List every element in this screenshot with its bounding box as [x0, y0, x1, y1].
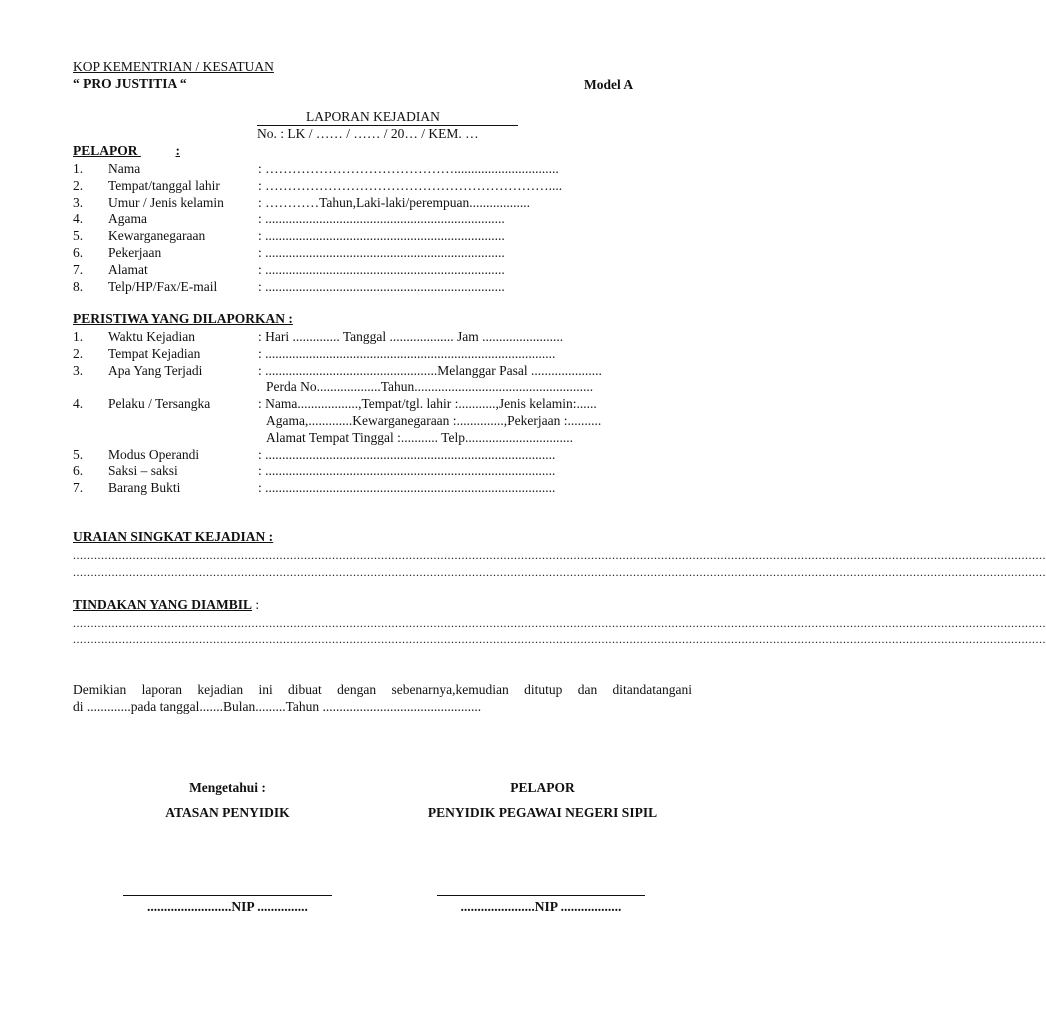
right-signature-title1: PELAPOR	[510, 780, 575, 795]
closing-paragraph	[73, 681, 692, 715]
peristiwa-row-number: 4.	[73, 396, 84, 412]
peristiwa-row-label: Waktu Kejadian	[108, 329, 196, 344]
peristiwa-heading: PERISTIWA YANG DILAPORKAN :	[73, 311, 293, 326]
tindakan-line-2: ......................................................................................................................................................................................................................................................................................	[73, 632, 1046, 646]
peristiwa-row-value: Perda No...................Tahun.....................................................	[266, 379, 594, 395]
peristiwa-row-value: Alamat Tempat Tinggal :........... Telp................................	[266, 429, 573, 445]
peristiwa-row-value: : ...................................................Melanggar Pasal .....................	[258, 362, 602, 378]
tindakan-heading-colon: :	[252, 597, 260, 612]
pelapor-row-label: Pekerjaan	[108, 245, 162, 260]
peristiwa-row-value: : Hari .............. Tanggal ................... Jam ........................	[258, 329, 564, 344]
peristiwa-row-label: Modus Operandi	[108, 446, 200, 462]
pelapor-row-number: 5.	[73, 228, 84, 244]
pelapor-row-value: : ………………………………………………………....	[258, 177, 563, 193]
peristiwa-row-number: 1.	[73, 329, 84, 344]
right-signature-nip: ......................NIP ..................	[460, 899, 622, 914]
peristiwa-row-number: 6.	[73, 463, 84, 479]
pelapor-row-number: 1.	[73, 161, 84, 176]
pelapor-row-value: : .......................................................................	[258, 245, 505, 260]
pelapor-row-label: Telp/HP/Fax/E-mail	[108, 278, 218, 294]
peristiwa-row-label: Barang Bukti	[108, 480, 181, 496]
peristiwa-row-number: 3.	[73, 362, 84, 378]
pelapor-row-number: 8.	[73, 278, 84, 294]
pelapor-row-number: 6.	[73, 245, 84, 260]
tindakan-line-1: ......................................................................................................................................................................................................................................................................................	[73, 616, 1046, 630]
pelapor-heading-colon: :	[175, 143, 181, 158]
agency-letterhead: KOP KEMENTRIAN / KESATUAN	[73, 59, 274, 74]
peristiwa-row-label: Tempat Kejadian	[108, 345, 201, 361]
pelapor-row-label: Tempat/tanggal lahir	[108, 177, 220, 193]
tindakan-heading-text: TINDAKAN YANG DIAMBIL	[73, 597, 253, 612]
peristiwa-row-number: 7.	[73, 480, 84, 496]
closing-line-2: di .............pada tanggal.......Bulan.........Tahun ...............................................	[73, 699, 482, 714]
model-label: Model A	[584, 77, 634, 92]
pelapor-row-number: 2.	[73, 177, 84, 193]
peristiwa-row-value: : ......................................................................................	[258, 463, 556, 479]
pelapor-row-value: : .......................................................................	[258, 228, 505, 244]
uraian-line-2: ......................................................................................................................................................................................................................................................................................	[73, 565, 1046, 579]
peristiwa-row-label: Pelaku / Tersangka	[108, 396, 211, 412]
pelapor-row-value: : .......................................................................	[258, 261, 505, 277]
peristiwa-row-number: 5.	[73, 446, 84, 462]
uraian-line-1: ......................................................................................................................................................................................................................................................................................	[73, 548, 1046, 562]
peristiwa-row-label: Saksi – saksi	[108, 463, 178, 479]
left-signature-nip: .........................NIP ...............	[147, 899, 308, 914]
pelapor-row-label: Agama	[108, 211, 147, 227]
peristiwa-row-number: 2.	[73, 345, 84, 361]
tindakan-heading	[73, 597, 259, 613]
pelapor-row-number: 3.	[73, 194, 84, 210]
pelapor-row-label: Nama	[108, 161, 141, 176]
report-number: No. : LK / …… / …… / 20… / KEM. …	[257, 126, 479, 141]
closing-line-1: Demikian laporan kejadian ini dibuat dengan sebenarnya,kemudian ditutup dan ditandatangani	[73, 682, 692, 697]
left-signature-title2: ATASAN PENYIDIK	[165, 805, 290, 820]
left-signature-line	[123, 895, 332, 896]
pelapor-row-value: : .......................................................................	[258, 278, 505, 294]
peristiwa-row-value: : ......................................................................................	[258, 446, 556, 462]
right-signature-line	[437, 895, 645, 896]
pelapor-row-number: 7.	[73, 261, 84, 277]
document-title: LAPORAN KEJADIAN	[306, 109, 440, 124]
pelapor-heading-underline	[138, 143, 176, 159]
pelapor-row-value: : ……………………………………...............................	[258, 161, 559, 176]
peristiwa-row-value: Agama,.............Kewarganegaraan :..............,Pekerjaan :..........	[266, 413, 602, 428]
pelapor-row-value: : …………Tahun,Laki-laki/perempuan..................	[258, 194, 530, 210]
pelapor-row-number: 4.	[73, 211, 84, 227]
peristiwa-row-value: : Nama..................,Tempat/tgl. lahir :...........,Jenis kelamin:......	[258, 396, 597, 412]
pelapor-row-label: Umur / Jenis kelamin	[108, 194, 224, 210]
peristiwa-row-value: : ......................................................................................	[258, 480, 556, 496]
right-signature-title2: PENYIDIK PEGAWAI NEGERI SIPIL	[427, 805, 658, 820]
peristiwa-row-label: Apa Yang Terjadi	[108, 362, 203, 378]
pelapor-heading-text: PELAPOR	[73, 143, 138, 158]
uraian-heading: URAIAN SINGKAT KEJADIAN :	[73, 529, 274, 544]
pelapor-heading	[73, 143, 180, 159]
pelapor-row-value: : .......................................................................	[258, 211, 505, 227]
pelapor-row-label: Kewarganegaraan	[108, 228, 206, 244]
left-signature-title1: Mengetahui :	[189, 780, 266, 795]
pro-justitia-label: “ PRO JUSTITIA “	[73, 76, 187, 91]
pelapor-row-label: Alamat	[108, 261, 148, 277]
peristiwa-row-value: : ......................................................................................	[258, 345, 556, 361]
